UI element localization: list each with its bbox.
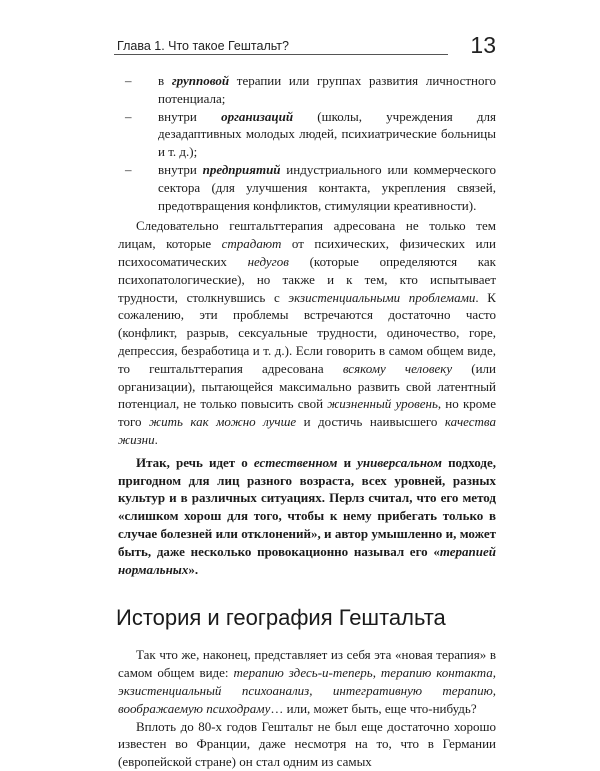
text-run: ».: [188, 561, 199, 577]
list-item: [118, 108, 496, 161]
text-run: … или, может быть, еще что-нибудь?: [270, 700, 477, 716]
list-emphasis: предприятий: [202, 161, 281, 177]
list-dash: –: [125, 161, 132, 177]
text-run: от психических, физических или психосоматических: [118, 236, 496, 269]
italic-run: естественном: [253, 454, 338, 470]
paragraph-audience: [118, 217, 496, 448]
page-body: [118, 72, 496, 771]
text-run: Так что же, наконец, представляет из себя эта «новая терапия» в самом общем виде:: [118, 647, 496, 681]
text-run: , но кроме того: [118, 396, 497, 430]
list-emphasis: групповой: [171, 73, 230, 88]
text-run: Вплоть до 80-х годов Гештальт не был еще достаточно хорошо известен во Франции, даже несмотря на то, что в Германии (европейской стране) он стал одним из самых: [118, 718, 496, 770]
italic-run: терапию здесь-и-теперь, терапию контакта, экзистенциальный психоанализ, интегративную терапию, воображаемую психодраму: [118, 665, 496, 716]
header-rule: [114, 54, 448, 55]
list-text: внутри: [158, 108, 222, 124]
list-text: терапии или группах развития личностного потенциала;: [158, 73, 497, 106]
bullet-list: [118, 72, 496, 214]
list-dash: –: [125, 108, 132, 124]
chapter-title: Глава 1. Что такое Гештальт?: [117, 39, 289, 53]
italic-run: качества жизни: [118, 414, 496, 447]
italic-run: страдают: [221, 236, 282, 252]
paragraph-history: [118, 718, 496, 771]
list-text: внутри: [158, 161, 203, 177]
italic-run: экзистенциальными проблемами: [288, 289, 476, 305]
italic-run: недугов: [247, 253, 289, 269]
list-item: [118, 72, 496, 108]
italic-run: всякому человеку: [342, 360, 453, 376]
list-text: (школы, учреждения для дезадаптивных молодых людей, психиатрические больницы и т. д.);: [158, 108, 496, 160]
list-emphasis: организаций: [221, 108, 294, 124]
running-header: [114, 34, 496, 60]
list-text: в: [158, 73, 172, 88]
italic-run: универсальном: [357, 454, 442, 470]
list-text: индустриального или коммерческого сектора (для улучшения контакта, укрепления связей, предотвращения конфликтов, стимуляции креативности).: [158, 161, 496, 213]
section-title: История и география Гештальта: [116, 605, 446, 631]
text-run: . К сожалению, эти проблемы встречаются достаточно часто (конфликт, разрыв, сексуальные трудности, одиночество, горе, депрессия, безработица и т. д.). Если говорить в самом общем виде, то гештальттерапия адресована: [118, 289, 496, 376]
paragraph-summary-bold: [118, 454, 496, 579]
italic-run: жизненный уровень: [327, 396, 438, 412]
italic-run: терапией нормальных: [118, 543, 496, 577]
text-run: Следовательно гештальттерапия адресована не только тем лицам, которые: [118, 218, 496, 252]
text-run: (которые определяются как психопатологические), но также и к тем, кто испытывает трудности, столкнувшись с: [118, 253, 497, 305]
text-run: .: [154, 431, 158, 447]
paragraph-new-therapy: [118, 646, 496, 717]
italic-run: жить как можно лучше: [148, 414, 297, 430]
text-run: и достичь наивысшего: [296, 414, 445, 430]
list-item: [118, 161, 496, 214]
text-run: и: [337, 454, 358, 470]
list-dash: –: [125, 73, 132, 88]
text-run: (или организации), пытающейся максимально развить свой латентный потенциал, не только повысить свой: [118, 360, 496, 412]
text-run: подходе, пригодном для лиц разного возраста, всех уровней, разных культур и в различных ситуациях. Перлз считал, что его метод «слишком хорош для того, чтобы к нему прибегать только в случае болезней или отклонений», и автор умышленно и, может быть, даже несколько провокационно называл его «: [118, 454, 496, 559]
page-number: 13: [470, 32, 496, 58]
text-run: Итак, речь идет о: [136, 454, 254, 470]
